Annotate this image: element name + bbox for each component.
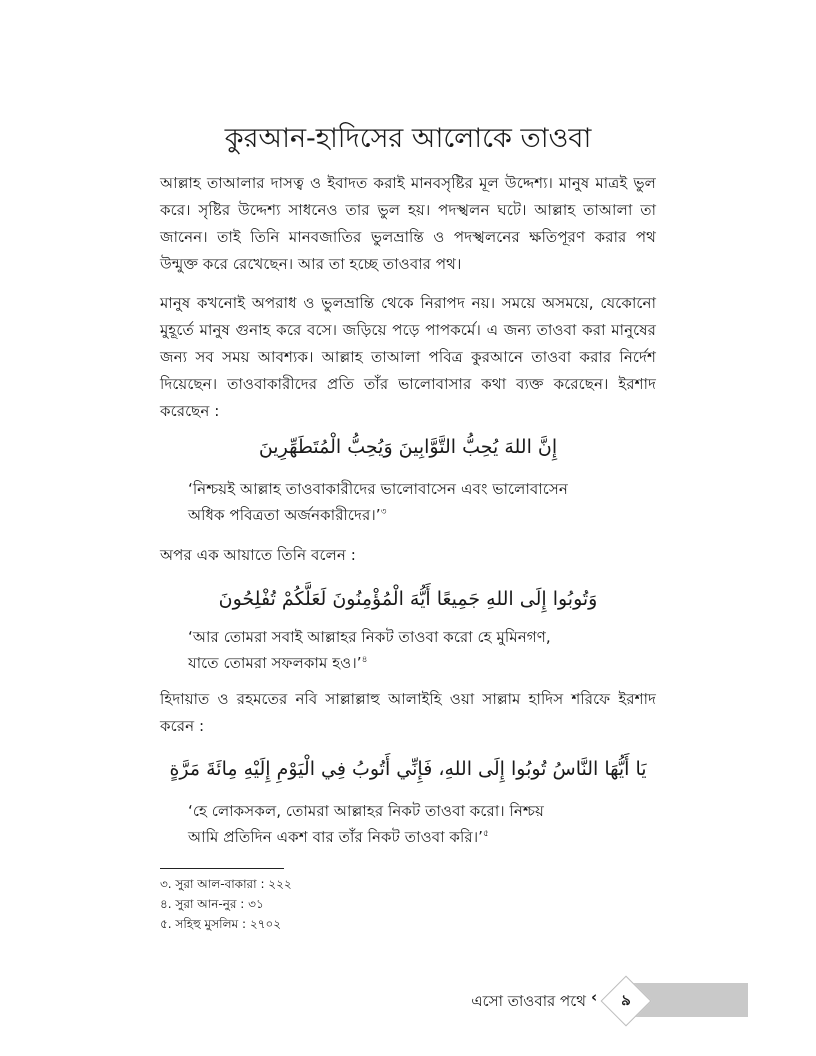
quote-1 xyxy=(188,476,658,528)
paragraph-safety: মানুষ কখনোই অপরাধ ও ভুলভ্রান্তি থেকে নিরাপদ নয়। সময়ে অসময়ে, যেকোনো মুহূর্তে মানুষ গুনাহ করে বসে। জড়িয়ে পড়ে পাপকর্মে। এ জন্য তাওবা করা মানুষের জন্য সব সময় আবশ্যক। আল্লাহ তাআলা পবিত্র কুরআনে তাওবা করার নির্দেশ দিয়েছেন। তাওবাকারীদের প্রতি তাঁর ভালোবাসার কথা ব্যক্ত করেছেন। ইরশাদ করেছেন : xyxy=(160,294,656,420)
footnote-4: ৪. সুরা আন-নুর : ৩১ xyxy=(160,897,264,911)
paragraph-hadith-intro: হিদায়াত ও রহমতের নবি সাল্লাল্লাহু আলাইহি ওয়া সাল্লাম হাদিস শরিফে ইরশাদ করেন : xyxy=(160,690,656,735)
paragraph-another-verse: অপর এক আয়াতে তিনি বলেন : xyxy=(160,546,356,564)
footnote-ref-4: ৪ xyxy=(361,654,368,665)
page-number: ৯ xyxy=(621,991,631,1009)
running-title: এসো তাওবার পথে xyxy=(471,992,586,1010)
arabic-hadith: يَا أَيُّهَا النَّاسُ تُوبُوا إِلَى اللهِ، فَإِنِّي أَتُوبُ فِي الْيَوْمِ إِلَيْهِ مِائَةَ مَرَّةٍ xyxy=(169,758,647,780)
footnote-ref-3: ৩ xyxy=(380,506,387,517)
quote-2-line-1: ‘আর তোমরা সবাই আল্লাহর নিকট তাওবা করো হে মুমিনগণ, xyxy=(188,628,551,646)
quote-3-line-1: ‘হে লোকসকল, তোমরা আল্লাহর নিকট তাওবা করো। নিশ্চয় xyxy=(188,802,544,820)
arabic-verse-1: إِنَّ اللهَ يُحِبُّ التَّوَّابِينَ وَيُحِبُّ الْمُتَطَهِّرِينَ xyxy=(258,436,558,458)
chevron-left-icon: ‹ xyxy=(591,988,598,1006)
footnote-5: ৫. সহিহু মুসলিম : ২৭০২ xyxy=(160,917,282,931)
quote-2-line-2: যাতে তোমরা সফলকাম হও।’ xyxy=(188,654,362,672)
quote-1-line-2: অধিক পবিত্রতা অর্জনকারীদের।’ xyxy=(188,506,381,524)
quote-3-line-2: আমি প্রতিদিন একশ বার তাঁর নিকট তাওবা করি।’ xyxy=(188,828,484,846)
footnote-divider xyxy=(160,868,284,869)
quote-1-line-1: ‘নিশ্চয়ই আল্লাহ তাওবাকারীদের ভালোবাসেন এবং ভালোবাসেন xyxy=(188,480,568,498)
quote-2 xyxy=(188,624,658,676)
quote-3 xyxy=(188,798,658,850)
page-title: কুরআন-হাদিসের আলোকে তাওবা xyxy=(224,123,592,154)
footnote-3: ৩. সুরা আল-বাকারা : ২২২ xyxy=(160,877,292,891)
arabic-verse-2: وَتُوبُوا إِلَى اللهِ جَمِيعًا أَيُّهَ الْمُؤْمِنُونَ لَعَلَّكُمْ تُفْلِحُونَ xyxy=(218,588,598,610)
paragraph-intro: আল্লাহ তাআলার দাসত্ব ও ইবাদত করাই মানবসৃষ্টির মূল উদ্দেশ্য। মানুষ মাত্রই ভুল করে। সৃষ্টির উদ্দেশ্য সাধনেও তার ভুল হয়। পদস্খলন ঘটে। আল্লাহ তাআলা তা জানেন। তাই তিনি মানবজাতির ভুলভ্রান্তি ও পদস্খলনের ক্ষতিপূরণ করার পথ উন্মুক্ত করে রেখেছেন। আর তা হচ্ছে তাওবার পথ। xyxy=(160,174,656,273)
footnote-ref-5: ৫ xyxy=(483,828,489,839)
